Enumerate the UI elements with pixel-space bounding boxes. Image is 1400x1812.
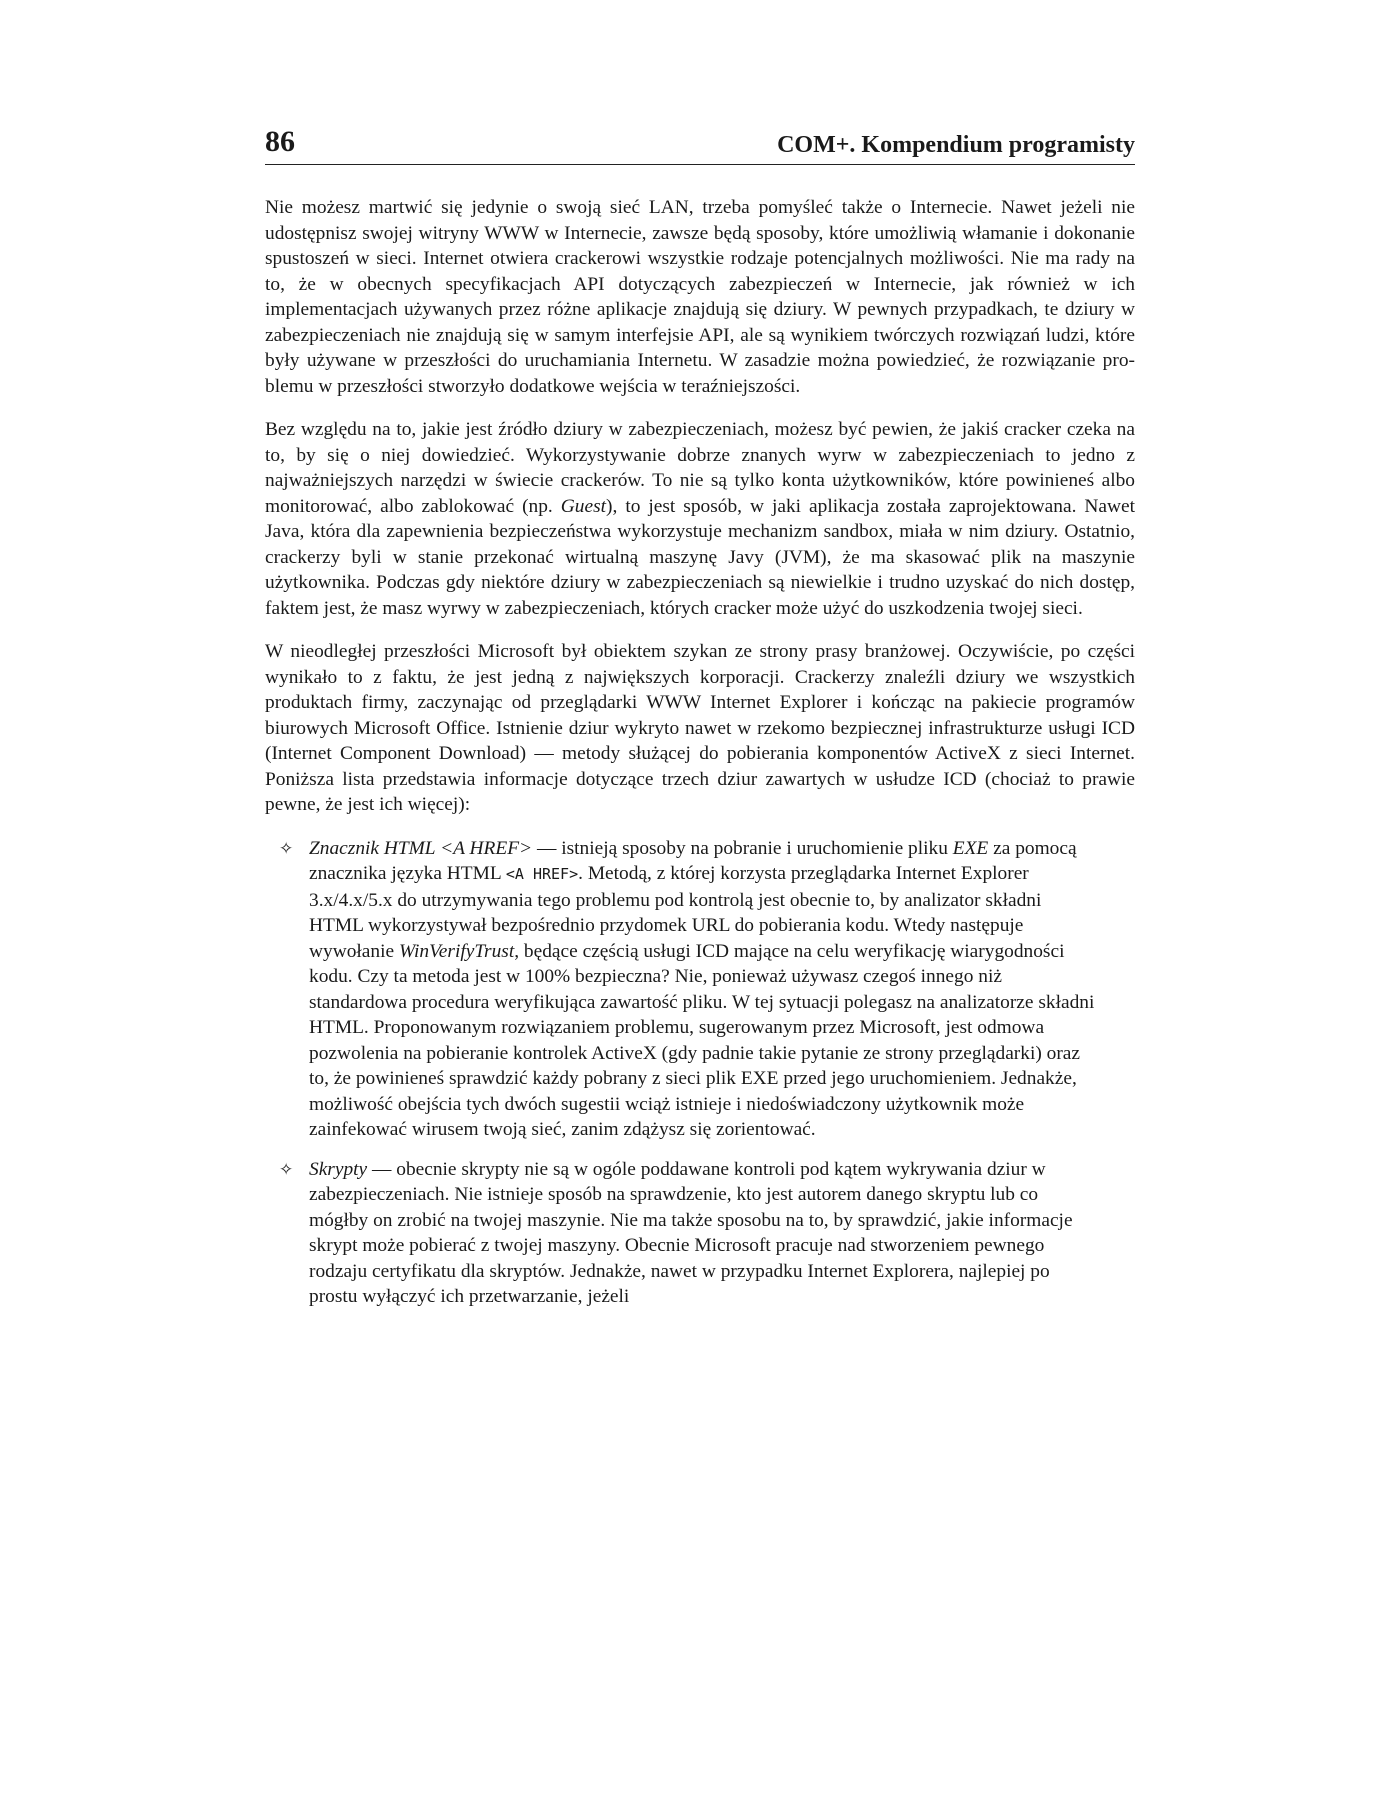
list-item-text: — obecnie skrypty nie są w ogóle poddawane kontroli pod kątem wykrywania dziur w zabezpieczeniach. Nie istnieje sposób na sprawdzenie, kto jest autorem danego skryptu lub co mógłby on zrobić na twojej maszynie. Nie ma także sposobu na to, by sprawdzić, jakie informacje skrypt może pobierać z twojej maszyny. Obecnie Microsoft pracuje nad stworzeniem pewnego rodzaju certyfikatu dla skryptów. Jednakże, nawet w przypadku Internet Explorera, najlepiej po prostu wyłączyć ich przetwarzanie, jeżeli xyxy=(309,1158,1073,1307)
page-content xyxy=(265,195,1135,1310)
code-a-href: <A HREF> xyxy=(505,865,579,883)
list-item-term: Znacznik HTML <A HREF> xyxy=(309,837,533,859)
diamond-bullet-icon: ✧ xyxy=(279,838,294,858)
list-item-text: za pomocą znacznika języka HTML xyxy=(309,837,1077,884)
italic-term-winverifytrust: WinVerifyTrust xyxy=(398,940,515,962)
list-item-html-a-href xyxy=(265,836,1135,1143)
paragraph-lan-and-internet: Nie możesz martwić się jedynie o swoją sieć LAN, trzeba pomyśleć także o Internecie. Nawet jeżeli nie udostępnisz swojej witryny WWW w Internecie, zawsze będą sposoby, które umożliwią włamanie i dokonanie spustoszeń w sieci. Internet otwiera crackerowi wszystkie rodzaje potencjalnych możliwości. Nie ma rady na to, że w obecnych specyfikacjach API dotyczących zabezpieczeń w Internecie, jak również w ich implementacjach używanych przez różne aplikacje znajdują się dziury. W pewnych przypadkach, te dziury w zabezpieczeniach nie znajdują się w samym interfejsie API, ale są wynikiem twórczych rozwiązań ludzi, które były używane w przeszłości do uruchamiania Internetu. W zasadzie można powiedzieć, że rozwiązanie problemu w przeszłości stworzyło dodatkowe wejścia w teraźniejszości. xyxy=(265,197,1135,397)
list-item-text: . Metodą, z której korzysta przeglądarka Internet Explorer 3.x/4.x/5.x do utrzymywania tego problemu pod kontrolą jest obecnie to, by analizator składni HTML wykorzystywał bezpośrednio przydomek URL do pobierania kodu. Wtedy następuje wywołanie xyxy=(309,863,1042,962)
paragraph-text: Bez względu na to, jakie jest źródło dziury w zabezpieczeniach, możesz być pewien, że jakiś cracker czeka na to, by się o niej dowiedzieć. Wykorzystywanie dobrze znanych wyrw w zabezpieczeniach to jedno z najważniejszych narzędzi w świecie crackerów. To nie są tylko konta użytkowników, które powinieneś albo monitorować, albo zablokować (np. xyxy=(265,419,1135,517)
book-page xyxy=(265,125,1136,1324)
paragraph-source-of-holes xyxy=(265,417,1135,621)
list-item-scripts xyxy=(265,1157,1135,1310)
list-item-text: — istnieją sposoby na pobranie i uruchomienie pliku xyxy=(532,837,953,859)
list-item-term: Skrypty xyxy=(309,1158,368,1180)
diamond-bullet-icon: ✧ xyxy=(279,1159,294,1179)
italic-term-guest: Guest xyxy=(560,495,607,517)
page-header xyxy=(265,125,1135,165)
running-title: COM+. Kompendium programisty xyxy=(777,132,1135,158)
icd-holes-list xyxy=(265,836,1135,1310)
page-number: 86 xyxy=(265,125,295,158)
italic-term-exe: EXE xyxy=(952,837,989,859)
paragraph-text: ), to jest sposób, w jaki aplikacja została zaprojektowana. Nawet Java, która dla zapewnienia bezpieczeństwa wykorzystuje mechanizm sandbox, miała w nim dziury. Ostatnio, crackerzy byli w stanie przekonać wirtualną maszynę Javy (JVM), że ma skasować plik na maszynie użytkownika. Podczas gdy niektóre dziury w zabezpieczeniach są niewielkie i trudno uzyskać do nich dostęp, faktem jest, że masz wyrwy w zabezpieczeniach, których cracker może użyć do uszkodzenia twojej sieci. xyxy=(265,495,1136,619)
paragraph-microsoft: W nieodległej przeszłości Microsoft był obiektem szykan ze strony prasy branżowej. Oczywiście, po części wynikało to z faktu, że jest jedną z największych korporacji. Crackerzy znaleźli dziury we wszystkich produktach firmy, zaczynając od przeglądarki WWW Internet Explorer i kończąc na pakiecie programów biurowych Microsoft Office. Istnienie dziur wykryto nawet w rzekomo bezpiecznej infrastrukturze usługi ICD (Internet Component Download) — metody służącej do pobierania komponentów ActiveX z sieci Internet. Poniższa lista przedstawia informacje dotyczące trzech dziur zawartych w usłudze ICD (chociaż to prawie pewne, że jest ich więcej): xyxy=(265,641,1135,815)
list-item-text: , będące częścią usługi ICD mające na celu weryfikację wiarygodności kodu. Czy ta metoda jest w 100% bezpieczna? Nie, ponieważ używasz czegoś innego niż standardowa procedura weryfikująca zawartość pliku. W tej sytuacji polegasz na analizatorze składni HTML. Proponowanym rozwiązaniem problemu, sugerowanym przez Microsoft, jest odmowa pozwolenia na pobieranie kontrolek ActiveX (gdy padnie takie pytanie ze strony przeglądarki) oraz to, że powinieneś sprawdzić każdy pobrany z sieci plik EXE przed jego uruchomieniem. Jednakże, możliwość obejścia tych dwóch sugestii wciąż istnieje i niedoświadczony użytkownik może zainfekować wirusem twoją sieć, zanim zdążysz się zorientować. xyxy=(309,940,1095,1140)
